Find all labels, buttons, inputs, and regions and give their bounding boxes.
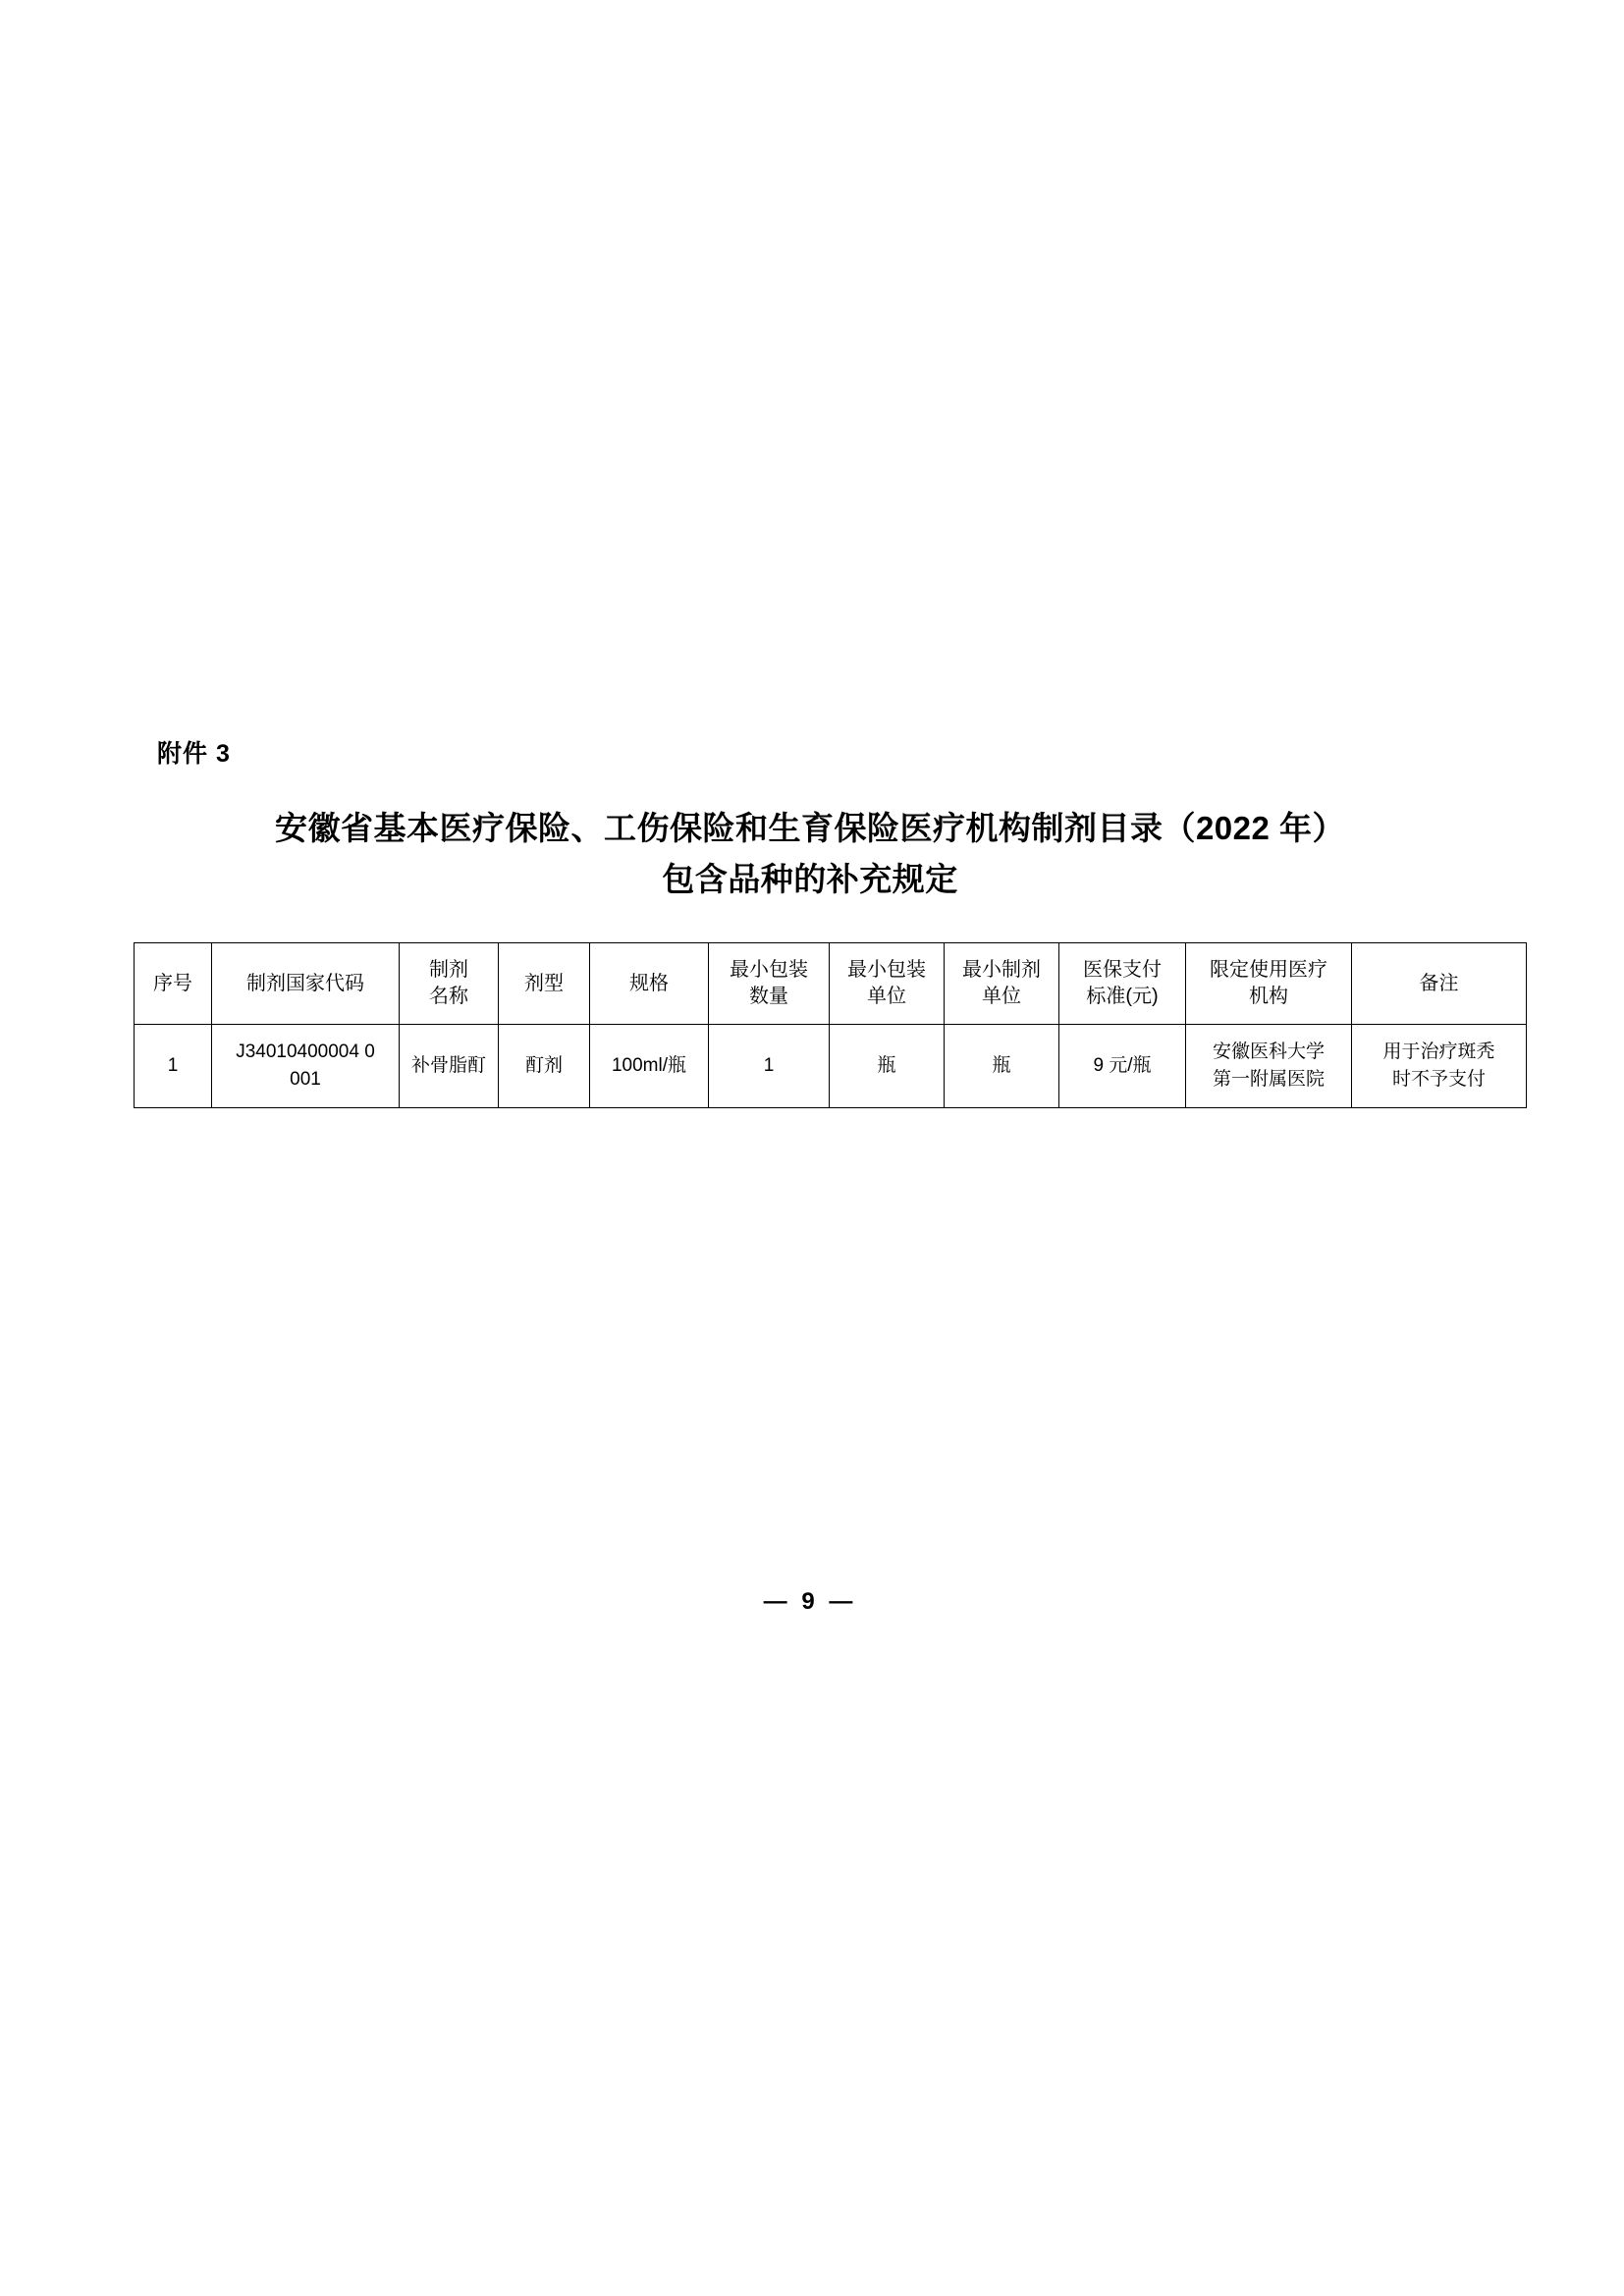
header-text-line-1: 限定使用医疗 — [1210, 959, 1327, 981]
page-title-line-2: 包含品种的补充规定 — [662, 861, 958, 897]
table-body — [135, 1025, 1527, 1108]
page-title — [137, 803, 1483, 905]
table-col-header-institution — [1186, 943, 1352, 1025]
cell-text: 瓶 — [877, 1055, 896, 1076]
cell-national-code — [212, 1025, 400, 1108]
table-header-row — [135, 943, 1527, 1025]
header-text-line-1: 最小包装 — [730, 959, 808, 981]
cell-min-pack-unit — [830, 1025, 945, 1108]
header-text-line-1: 最小制剂 — [962, 959, 1041, 981]
header-text: 序号 — [153, 972, 192, 994]
table-row — [135, 1025, 1527, 1108]
cell-text: 9 元/瓶 — [1093, 1055, 1152, 1076]
table-col-header-payment-standard — [1059, 943, 1186, 1025]
cell-index — [135, 1025, 212, 1108]
table-col-header-national-code — [212, 943, 400, 1025]
preparation-table — [134, 942, 1527, 1108]
table-col-header-min-pack-unit — [830, 943, 945, 1025]
cell-text-line-2: 时不予支付 — [1391, 1069, 1486, 1090]
cell-payment-standard — [1059, 1025, 1186, 1108]
cell-text-line-1: 安徽医科大学 — [1212, 1041, 1325, 1062]
table-col-header-remark — [1352, 943, 1527, 1025]
page-title-line-1: 安徽省基本医疗保险、工伤保险和生育保险医疗机构制剂目录（2022 年） — [274, 810, 1346, 846]
cell-min-prep-unit — [945, 1025, 1059, 1108]
table-col-header-min-prep-unit — [945, 943, 1059, 1025]
table-header — [135, 943, 1527, 1025]
header-text-line-2: 单位 — [982, 986, 1021, 1007]
header-text-line-2: 单位 — [867, 986, 906, 1007]
table-col-header-min-pack-qty — [709, 943, 830, 1025]
header-text: 备注 — [1419, 972, 1459, 994]
cell-text-line-1: 用于治疗斑秃 — [1382, 1041, 1495, 1062]
cell-text: 1 — [167, 1055, 179, 1076]
page-number: — 9 — — [763, 1588, 857, 1615]
header-text-line-2: 标准(元) — [1086, 986, 1159, 1007]
header-text-line-2: 机构 — [1249, 986, 1288, 1007]
cell-name — [400, 1025, 499, 1108]
header-text: 规格 — [629, 972, 669, 994]
table-col-header-index — [135, 943, 212, 1025]
attachment-label: 附件 3 — [157, 740, 231, 768]
table-col-header-spec — [590, 943, 709, 1025]
cell-dosage-form — [499, 1025, 590, 1108]
preparation-table-container — [134, 942, 1495, 1108]
cell-text-line-1: J34010400004 0 — [236, 1041, 375, 1062]
cell-text-line-2: 001 — [290, 1069, 321, 1090]
table-col-header-dosage-form — [499, 943, 590, 1025]
cell-min-pack-qty — [709, 1025, 830, 1108]
header-text-line-2: 数量 — [749, 986, 788, 1007]
table-col-header-name — [400, 943, 499, 1025]
cell-text-line-2: 第一附属医院 — [1212, 1069, 1325, 1090]
header-text-line-2: 名称 — [429, 986, 468, 1007]
cell-text: 瓶 — [992, 1055, 1011, 1076]
cell-text: 1 — [763, 1055, 775, 1076]
cell-text: 酊剂 — [524, 1055, 563, 1076]
header-text: 制剂国家代码 — [246, 972, 364, 994]
cell-institution — [1186, 1025, 1352, 1108]
cell-spec — [590, 1025, 709, 1108]
cell-text: 100ml/瓶 — [611, 1055, 687, 1076]
cell-text: 补骨脂酊 — [410, 1055, 486, 1076]
header-text: 剂型 — [524, 972, 564, 994]
cell-remark — [1352, 1025, 1527, 1108]
header-text-line-1: 制剂 — [429, 959, 468, 981]
header-text-line-1: 医保支付 — [1083, 959, 1162, 981]
header-text-line-1: 最小包装 — [847, 959, 926, 981]
